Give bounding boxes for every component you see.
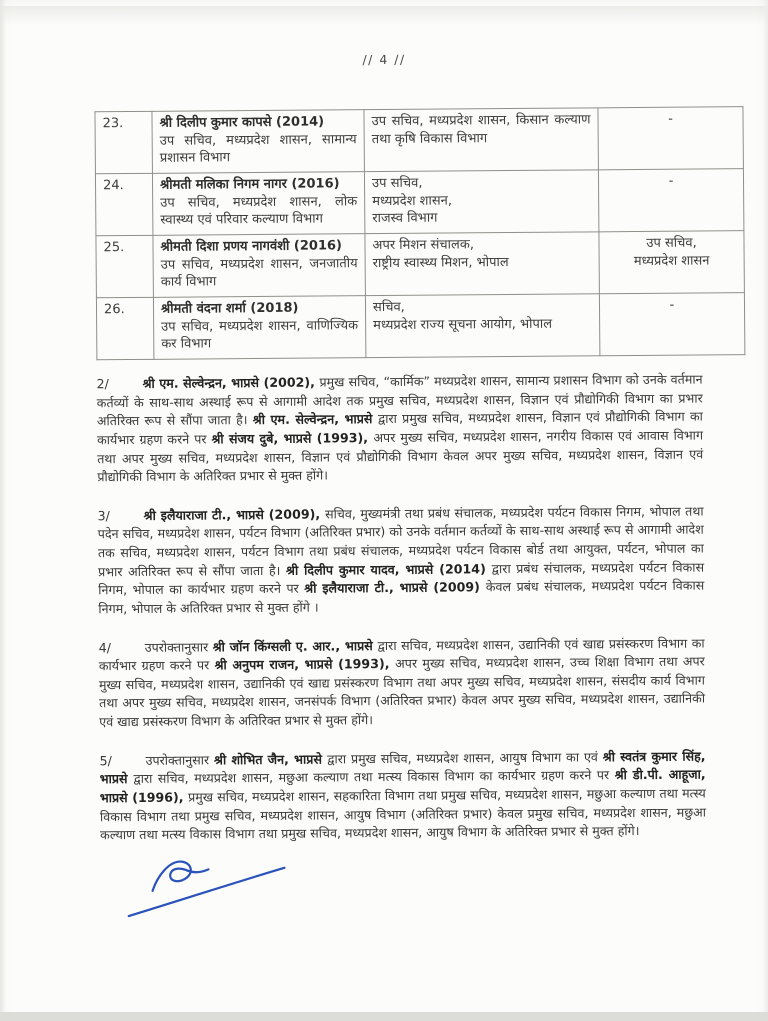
officer-current-post: उप सचिव, मध्यप्रदेश शासन, सामान्य प्रशासन विभाग xyxy=(159,131,357,167)
name-cell xyxy=(153,296,365,360)
name-cell xyxy=(152,172,364,236)
signature-scribble xyxy=(152,861,208,890)
document-content xyxy=(0,49,768,922)
name-cell xyxy=(153,234,365,298)
table-row xyxy=(95,107,743,174)
remark-cell: - xyxy=(598,169,743,232)
paragraph-text: उपरोक्तानुसार श्री जॉन किंग्सली ए. आर., भाप्रसे द्वारा सचिव, मध्यप्रदेश शासन, उद्यानिकी एवं खाद्य प्रसंस्करण विभाग का कार्यभार ग्रहण करने पर श्री अनुपम राजन, भाप्रसे (1993), अपर मुख्य सचिव, मध्यप्रदेश शासन, उच्च शिक्षा विभाग तथा अपर मुख्य सचिव, मध्यप्रदेश शासन, उद्यानिकी एवं खाद्य प्रसंस्करण विभाग तथा अपर मुख्य सचिव, मध्यप्रदेश शासन, संसदीय कार्य विभाग तथा अपर मुख्य सचिव, मध्यप्रदेश शासन, जनसंपर्क विभाग (अतिरिक्त प्रभार) केवल अपर मुख्य सचिव, मध्यप्रदेश शासन, उद्यानिकी एवं खाद्य प्रसंस्करण विभाग के अतिरिक्त प्रभार से मुक्त होंगे। xyxy=(98,635,706,730)
paragraph-number: 2/ xyxy=(96,376,109,392)
serial-cell: 25. xyxy=(96,235,153,297)
serial-cell: 26. xyxy=(96,297,153,359)
serial-cell: 24. xyxy=(95,173,152,235)
signature-underline-stroke xyxy=(128,868,284,916)
order-paragraph xyxy=(99,634,706,732)
officer-name: श्रीमती मलिका निगम नागर (2016) xyxy=(159,176,340,193)
officer-name: श्रीमती दिशा प्रणय नागवंशी (2016) xyxy=(160,238,343,255)
order-paragraph xyxy=(98,502,705,619)
officer-current-post: उप सचिव, मध्यप्रदेश शासन, वाणिज्यिक कर विभाग xyxy=(161,317,359,353)
new-post-cell: उप सचिव, मध्यप्रदेश शासन, राजस्व विभाग xyxy=(364,170,598,234)
table-row xyxy=(96,293,744,360)
remark-cell: - xyxy=(599,293,744,356)
remark-cell: उप सचिव, मध्यप्रदेश शासन xyxy=(599,231,744,294)
new-post-cell: उप सचिव, मध्यप्रदेश शासन, किसान कल्याण तथा कृषि विकास विभाग xyxy=(364,108,598,172)
paragraph-number: 3/ xyxy=(97,507,110,524)
order-paragraph xyxy=(97,371,704,488)
paragraph-number: 5/ xyxy=(99,752,112,768)
paragraph-number: 4/ xyxy=(98,639,111,655)
order-paragraph xyxy=(99,747,706,845)
paragraph-text: श्री इलैयाराजा टी., भाप्रसे (2009), सचिव, मुख्यमंत्री तथा प्रबंध संचालक, मध्यप्रदेश पर्यटन विकास निगम, भोपाल तथा पदेन सचिव, मध्यप्रदेश शासन, पर्यटन विभाग (अतिरिक्त प्रभार) को उनके वर्तमान कर्तव्यों के साथ-साथ अस्थाई रूप से आगामी आदेश तक सचिव, मध्यप्रदेश शासन, पर्यटन विभाग तथा प्रबंध संचालक, मध्यप्रदेश पर्यटन विकास बोर्ड तथा आयुक्त, पर्यटन, भोपाल का प्रभार अतिरिक्त रूप से सौंपा जाता है। श्री दिलीप कुमार यादव, भाप्रसे (2014) द्वारा प्रबंध संचालक, मध्यप्रदेश पर्यटन विकास निगम, भोपाल का कार्यभार ग्रहण करने पर श्री इलैयाराजा टी., भाप्रसे (2009) केवल प्रबंध संचालक, मध्यप्रदेश पर्यटन विकास निगम, भोपाल के अतिरिक्त प्रभार से मुक्त होंगे । xyxy=(97,503,705,617)
officer-current-post: उप सचिव, मध्यप्रदेश शासन, लोक स्वास्थ्य एवं परिवार कल्याण विभाग xyxy=(160,193,358,229)
table-row xyxy=(95,169,743,236)
page-number: // 4 // xyxy=(362,51,406,68)
paragraph-text: श्री एम. सेल्वेन्द्रन, भाप्रसे (2002), प्रमुख सचिव, “कार्मिक” मध्यप्रदेश शासन, सामान्य प्रशासन विभाग को उनके वर्तमान कर्तव्यों के साथ-साथ अस्थाई रूप से आगामी आदेश तक प्रमुख सचिव, मध्यप्रदेश शासन, विज्ञान एवं प्रौद्योगिकी विभाग का प्रभार अतिरिक्त रूप से सौंपा जाता है। श्री एम. सेल्वेन्द्रन, भाप्रसे द्वारा प्रमुख सचिव, मध्यप्रदेश शासन, विज्ञान एवं प्रौद्योगिकी विभाग का कार्यभार ग्रहण करने पर श्री संजय दुबे, भाप्रसे (1993), अपर मुख्य सचिव, मध्यप्रदेश शासन, नगरीय विकास एवं आवास विभाग तथा अपर मुख्य सचिव, मध्यप्रदेश शासन, विज्ञान एवं प्रौद्योगिकी विभाग केवल अपर मुख्य सचिव, मध्यप्रदेश शासन, विज्ञान एवं प्रौद्योगिकी विभाग के अतिरिक्त प्रभार से मुक्त होंगे। xyxy=(96,371,704,485)
officer-current-post: उप सचिव, मध्यप्रदेश शासन, जनजातीय कार्य विभाग xyxy=(160,255,358,291)
officers-table xyxy=(94,106,745,360)
paragraph-text: उपरोक्तानुसार श्री शोभित जैन, भाप्रसे द्वारा प्रमुख सचिव, मध्यप्रदेश शासन, आयुष विभाग का एवं श्री स्वतंत्र कुमार सिंह, भाप्रसे द्वारा सचिव, मध्यप्रदेश शासन, मछुआ कल्याण तथा मत्स्य विकास विभाग का कार्यभार ग्रहण करने पर श्री डी.पी. आहूजा, भाप्रसे (1996), प्रमुख सचिव, मध्यप्रदेश शासन, सहकारिता विभाग तथा प्रमुख सचिव, मध्यप्रदेश शासन, मछुआ कल्याण तथा मत्स्य विकास विभाग तथा प्रमुख सचिव, मध्यप्रदेश शासन, आयुष विभाग (अतिरिक्त प्रभार) केवल प्रमुख सचिव, मध्यप्रदेश शासन, मछुआ कल्याण तथा मत्स्य विकास विभाग तथा प्रमुख सचिव, मध्यप्रदेश शासन, आयुष विभाग के अतिरिक्त प्रभार से मुक्त होंगे। xyxy=(99,748,707,843)
signature xyxy=(124,847,310,920)
remark-cell: - xyxy=(598,107,743,170)
table-row xyxy=(96,231,744,298)
new-post-cell: सचिव, मध्यप्रदेश राज्य सूचना आयोग, भोपाल xyxy=(365,294,599,358)
name-cell xyxy=(152,110,364,174)
serial-cell: 23. xyxy=(95,111,152,173)
officer-name: श्रीमती वंदना शर्मा (2018) xyxy=(160,300,299,317)
officer-name: श्री दिलीप कुमार कापसे (2014) xyxy=(159,114,325,131)
new-post-cell: अपर मिशन संचालक, राष्ट्रीय स्वास्थ्य मिशन, भोपाल xyxy=(365,232,599,296)
